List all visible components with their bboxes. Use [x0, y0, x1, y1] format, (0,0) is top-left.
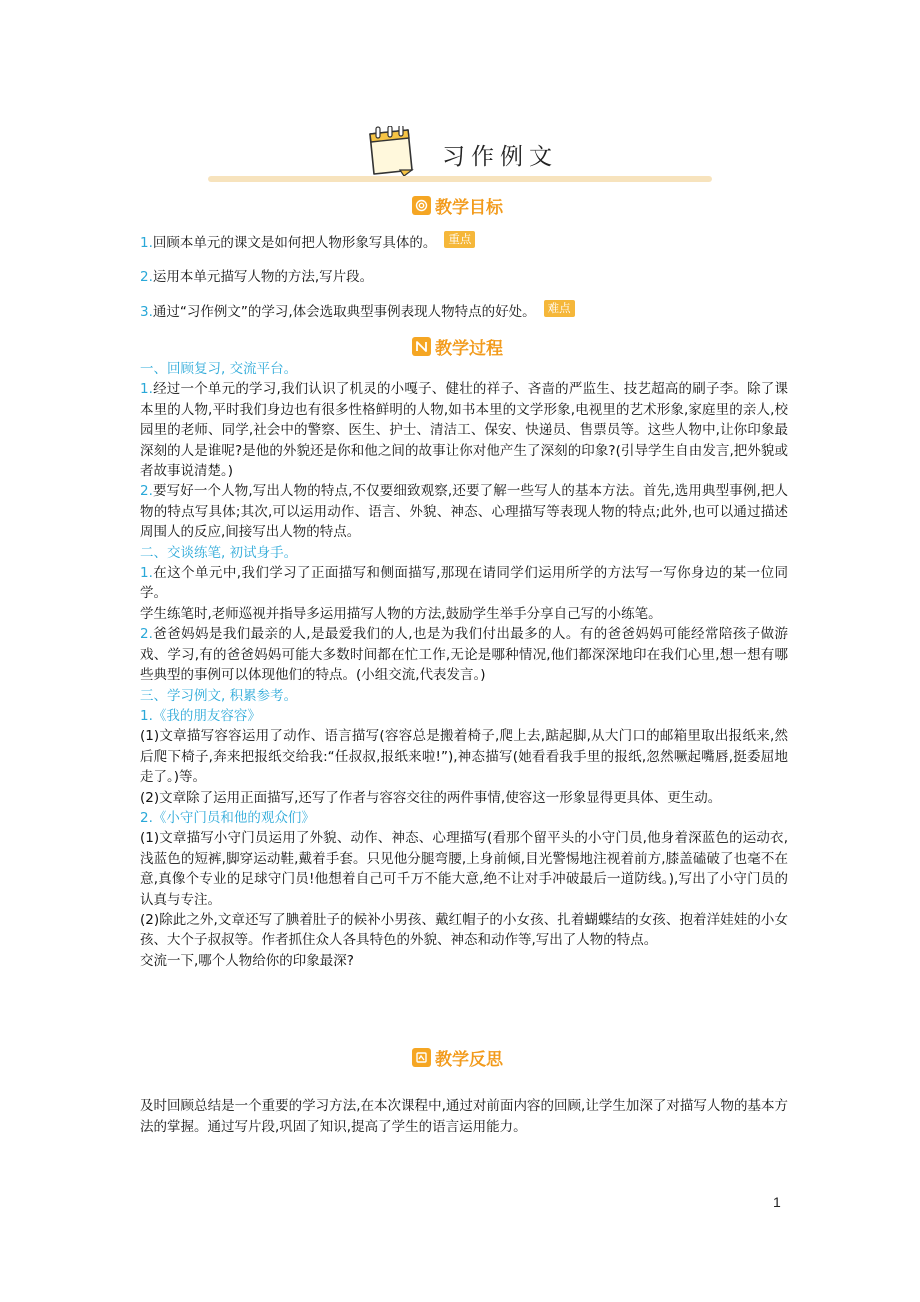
goal-text: 运用本单元描写人物的方法,写片段。 [152, 269, 374, 285]
paragraph [140, 563, 788, 604]
reflection-text: 及时回顾总结是一个重要的学习方法,在本次课程中,通过对前面内容的回顾,让学生加深了对描写人物的基本方法的掌握。通过写片段,巩固了知识,提高了学生的语言运用能力。 [140, 1098, 788, 1135]
page-header [0, 0, 920, 190]
paragraph-text: 经过一个单元的学习,我们认识了机灵的小嘎子、健壮的祥子、吝啬的严监生、技艺超高的刷子李。除了课本里的人物,平时我们身边也有很多性格鲜明的人物,如书本里的文学形象,电视里的艺术形象,家庭里的亲人,校园里的老师、同学,社会中的警察、医生、护士、清洁工、保安、快递员、售票员等。这些人物中,让你印象最深刻的人是谁呢?是他的外貌还是你和他之间的故事让你对他产生了深刻的印象?(引导学生自由发言,把外貌或者故事说清楚。) [140, 381, 788, 480]
page-number: 1 [773, 1194, 781, 1210]
paragraph: (1)文章描写小守门员运用了外貌、动作、神态、心理描写(看那个留平头的小守门员,他身着深蓝色的运动衣,浅蓝色的短裤,脚穿运动鞋,戴着手套。只见他分腿弯腰,上身前倾,目光警惕地注视着前方,膝盖磕破了也毫不在意,真像个专业的足球守门员!他想着自己可千万不能大意,绝不让对手冲破最后一道防线。),写出了小守门员的认真与专注。 [140, 830, 788, 908]
section-heading-goals [412, 192, 503, 218]
paragraph [140, 624, 788, 685]
paragraph: 学生练笔时,老师巡视并指导多运用描写人物的方法,鼓励学生举手分享自己写的小练笔。 [140, 605, 662, 622]
item-number: 3. [140, 304, 153, 320]
item-number: 1. [140, 235, 153, 251]
subheading-examples: 三、学习例文, 积累参考。 [140, 687, 298, 704]
section-title: 教学目标 [435, 197, 503, 218]
paragraph [140, 379, 788, 481]
reflection-icon [412, 1048, 431, 1067]
goal-text: 回顾本单元的课文是如何把人物形象写具体的。 [152, 235, 437, 251]
goal-item-2 [140, 267, 373, 287]
paragraph: (1)文章描写容容运用了动作、语言描写(容容总是搬着椅子,爬上去,踮起脚,从大门口的邮箱里取出报纸来,然后爬下椅子,奔来把报纸交给我:“任叔叔,报纸来啦!”),神态描写(她看看我手里的报纸,忽然噘起嘴唇,挺委屈地走了。)等。 [140, 728, 788, 786]
closing-question: 交流一下,哪个人物给你的印象最深? [140, 952, 354, 969]
goal-item-3 [140, 302, 575, 322]
section-title: 教学反思 [435, 1049, 503, 1070]
section-heading-reflection [412, 1044, 503, 1070]
process-content [140, 359, 788, 971]
subheading-practice: 二、交谈练笔, 初试身手。 [140, 544, 298, 561]
page-title: 习作例文 [442, 144, 558, 170]
section-title: 教学过程 [435, 338, 503, 359]
item-number: 2. [140, 626, 153, 643]
item-number: 2. [140, 483, 153, 500]
item-number: 1. [140, 381, 153, 398]
subheading-review: 一、回顾复习, 交流平台。 [140, 361, 298, 377]
paragraph-text: 要写好一个人物,写出人物的特点,不仅要细致观察,还要了解一些写人的基本方法。首先,选用典型事例,把人物的特点写具体;其次,可以运用动作、语言、外貌、神态、心理描写等表现人物的特点;此外,也可以通过描述周围人的反应,间接写出人物的特点。 [140, 483, 788, 541]
item-number: 1. [140, 565, 153, 582]
section-heading-process [412, 333, 503, 359]
paragraph: (2)文章除了运用正面描写,还写了作者与容容交往的两件事情,使容这一形象显得更具体、更生动。 [140, 789, 722, 806]
paragraph-text: 在这个单元中,我们学习了正面描写和侧面描写,那现在请同学们运用所学的方法写一写你身边的某一位同学。 [140, 565, 788, 602]
target-icon [412, 196, 431, 215]
goal-text: 通过“习作例文”的学习,体会选取典型事例表现人物特点的好处。 [152, 304, 536, 320]
item-number: 2. [140, 269, 153, 285]
essay-title: 2.《小守门员和他的观众们》 [140, 809, 315, 826]
goal-item-1 [140, 233, 475, 253]
paragraph [140, 481, 788, 542]
notebook-icon [364, 126, 416, 176]
key-point-badge: 重点 [444, 231, 475, 248]
flow-icon [412, 337, 431, 356]
paragraph: (2)除此之外,文章还写了腆着肚子的候补小男孩、戴红帽子的小女孩、扎着蝴蝶结的女孩、抱着洋娃娃的小女孩、大个子叔叔等。作者抓住众人各具特色的外貌、神态和动作等,写出了人物的特点。 [140, 911, 788, 949]
header-rule [208, 176, 712, 182]
essay-title: 1.《我的朋友容容》 [140, 707, 261, 724]
paragraph-text: 爸爸妈妈是我们最亲的人,是最爱我们的人,也是为我们付出最多的人。有的爸爸妈妈可能经常陪孩子做游戏、学习,有的爸爸妈妈可能大多数时间都在忙工作,无论是哪种情况,他们都深深地印在我们心里,想一想有哪些典型的事例可以体现他们的特点。(小组交流,代表发言。) [140, 626, 788, 684]
difficulty-badge: 难点 [544, 300, 575, 317]
